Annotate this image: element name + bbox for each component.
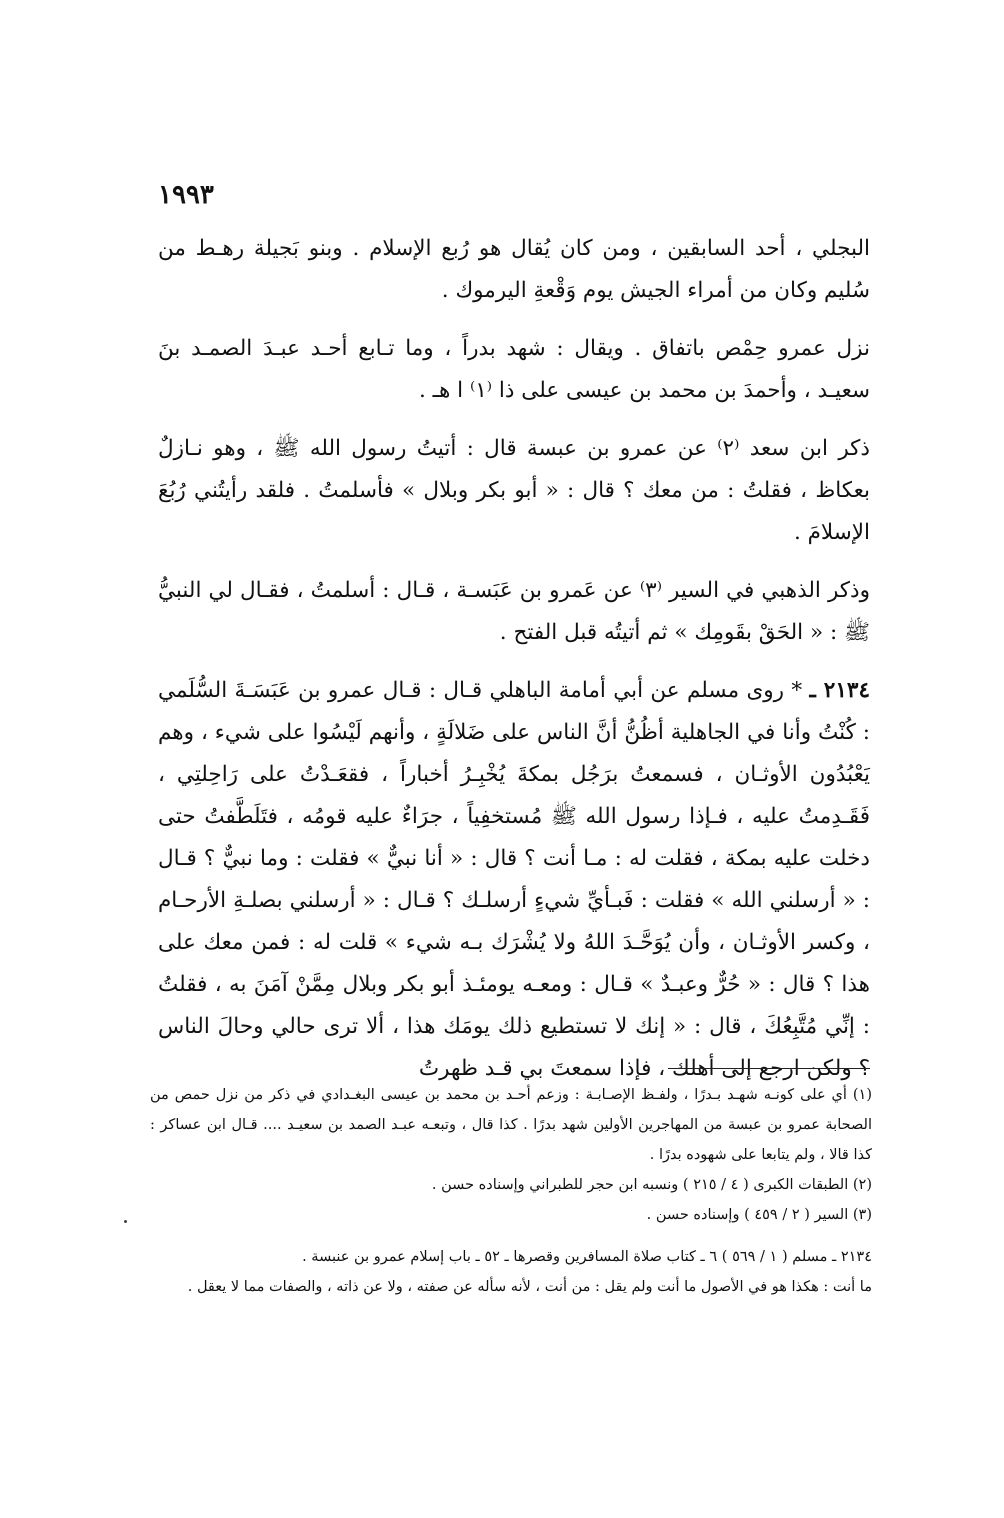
hadith-block bbox=[158, 670, 870, 1090]
hadith-source-note: ٢١٣٤ ـ مسلم ( ١ / ٥٦٩ ) ٦ ـ كتاب صلاة المسافرين وقصرها ـ ٥٢ ـ باب إسلام عمرو بن عنبسة . bbox=[302, 1249, 872, 1265]
hadith-text: * روى مسلم عن أبي أمامة الباهلي قـال : قـال عمرو بن عَبَسَـةَ السُّلَمي : كُنْتُ وأنا في الجاهلية أظُنُّ أنَّ الناس على ضَلالَةٍ ، وأنهم لَيْسُوا على شيء ، وهم يَعْبُدُون الأوثـان ، فسمعتُ برَجُل بمكةَ يُخْبِـرُ أخباراً ، فقعَـدْتُ على رَاحِلتِي ، فَقَـدِمتُ عليه ، فـإذا رسول الله ﷺ مُستخفِياً ، جرَاءٌ عليه قومُه ، فتَلَطَّفتُ حتى دخلت عليه بمكة ، فقلت له : مـا أنت ؟ قال : « أنا نبيٌّ » فقلت : وما نبيٌّ ؟ قـال : « أرسلني الله » فقلت : فَبـأيِّ شيءٍ أرسلـك ؟ قـال : « أرسلني بصلـةِ الأرحـام ، وكسر الأوثـان ، وأن يُوَحَّـدَ اللهُ ولا يُشْرَك بـه شيء » قلت له : فمن معك على هذا ؟ قال : « حُرٌّ وعبـدٌ » قـال : ومعـه يومئـذ أبو بكر وبلال مِمَّنْ آمَنَ به ، فقلتُ : إنِّي مُتَّبِعُكَ ، قال : « إنك لا تستطيع ذلك يومَك هذا ، ألا ترى حالي وحالَ الناس ؟ ولكن ارجع إلى أهلك ، فإذا سمعتَ بي قـد ظهرتُ bbox=[158, 678, 870, 1081]
hadith-number: ٢١٣٤ ـ bbox=[809, 678, 870, 703]
footnote-2: (٢) الطبقات الكبرى ( ٤ / ٢١٥ ) ونسبه ابن حجر للطبراني وإسناده حسن . bbox=[431, 1177, 872, 1193]
footnotes bbox=[150, 1080, 872, 1302]
page-number: ١٩٩٣ bbox=[158, 180, 214, 210]
paragraph-settlement: نزل عمرو حِمْص باتفاق . ويقال : شهد بدراً ، وما تـابع أحـد عبـدَ الصمـد بنَ سعيـد ، وأحمدَ بن محمد بن عيسى على ذا ⁽١⁾ ا هـ . bbox=[158, 336, 870, 403]
footnote-3: (٣) السير ( ٢ / ٤٥٩ ) وإسناده حسن . bbox=[646, 1207, 872, 1223]
paragraph-biography: البجلي ، أحد السابقين ، ومن كان يُقال هو رُبع الإسلام . وبنو بَجيلة رهـط من سُليم وكان من أمراء الجيش يوم وَقْعةِ اليرموك . bbox=[158, 236, 870, 303]
margin-dot bbox=[124, 1220, 127, 1223]
paragraph-dhahabi: وذكر الذهبي في السير ⁽٣⁾ عن عَمرو بن عَبَسـة ، قـال : أسلمتُ ، فقـال لي النبيُّ ﷺ : « الحَقْ بقَومِك » ثم أتيتُه قبل الفتح . bbox=[158, 578, 870, 645]
hadith-explanation-note: ما أنت : هكذا هو في الأصول ما أنت ولم يقل : من أنت ، لأنه سأله عن صفته ، ولا عن ذاته ، والصفات مما لا يعقل . bbox=[187, 1279, 872, 1295]
footnote-1: (١) أي على كونـه شهـد بـدرًا ، ولفـظ الإصـابـة : وزعم أحـد بن محمد بن عيسى البغـدادي في ذكر من نزل حمص من الصحابة عمرو بن عبسة من المهاجرين الأولين شهد بدرًا . كذا قال ، وتبعـه عبـد الصمد بن سعيـد .... قـال ابن عساكر : كذا قالا ، ولم يتابعا على شهوده بدرًا . bbox=[150, 1087, 872, 1163]
paragraph-ibn-saad: ذكر ابن سعد ⁽٢⁾ عن عمرو بن عبسة قال : أتيتُ رسول الله ﷺ ، وهو نـازلٌ بعكاظ ، فقلتُ : من معك ؟ قال : « أبو بكر وبلال » فأسلمتُ . فلقد رأيتُني رُبُعَ الإسلامَ . bbox=[158, 436, 870, 545]
footnote-divider bbox=[668, 1068, 870, 1069]
main-text bbox=[158, 228, 870, 1104]
